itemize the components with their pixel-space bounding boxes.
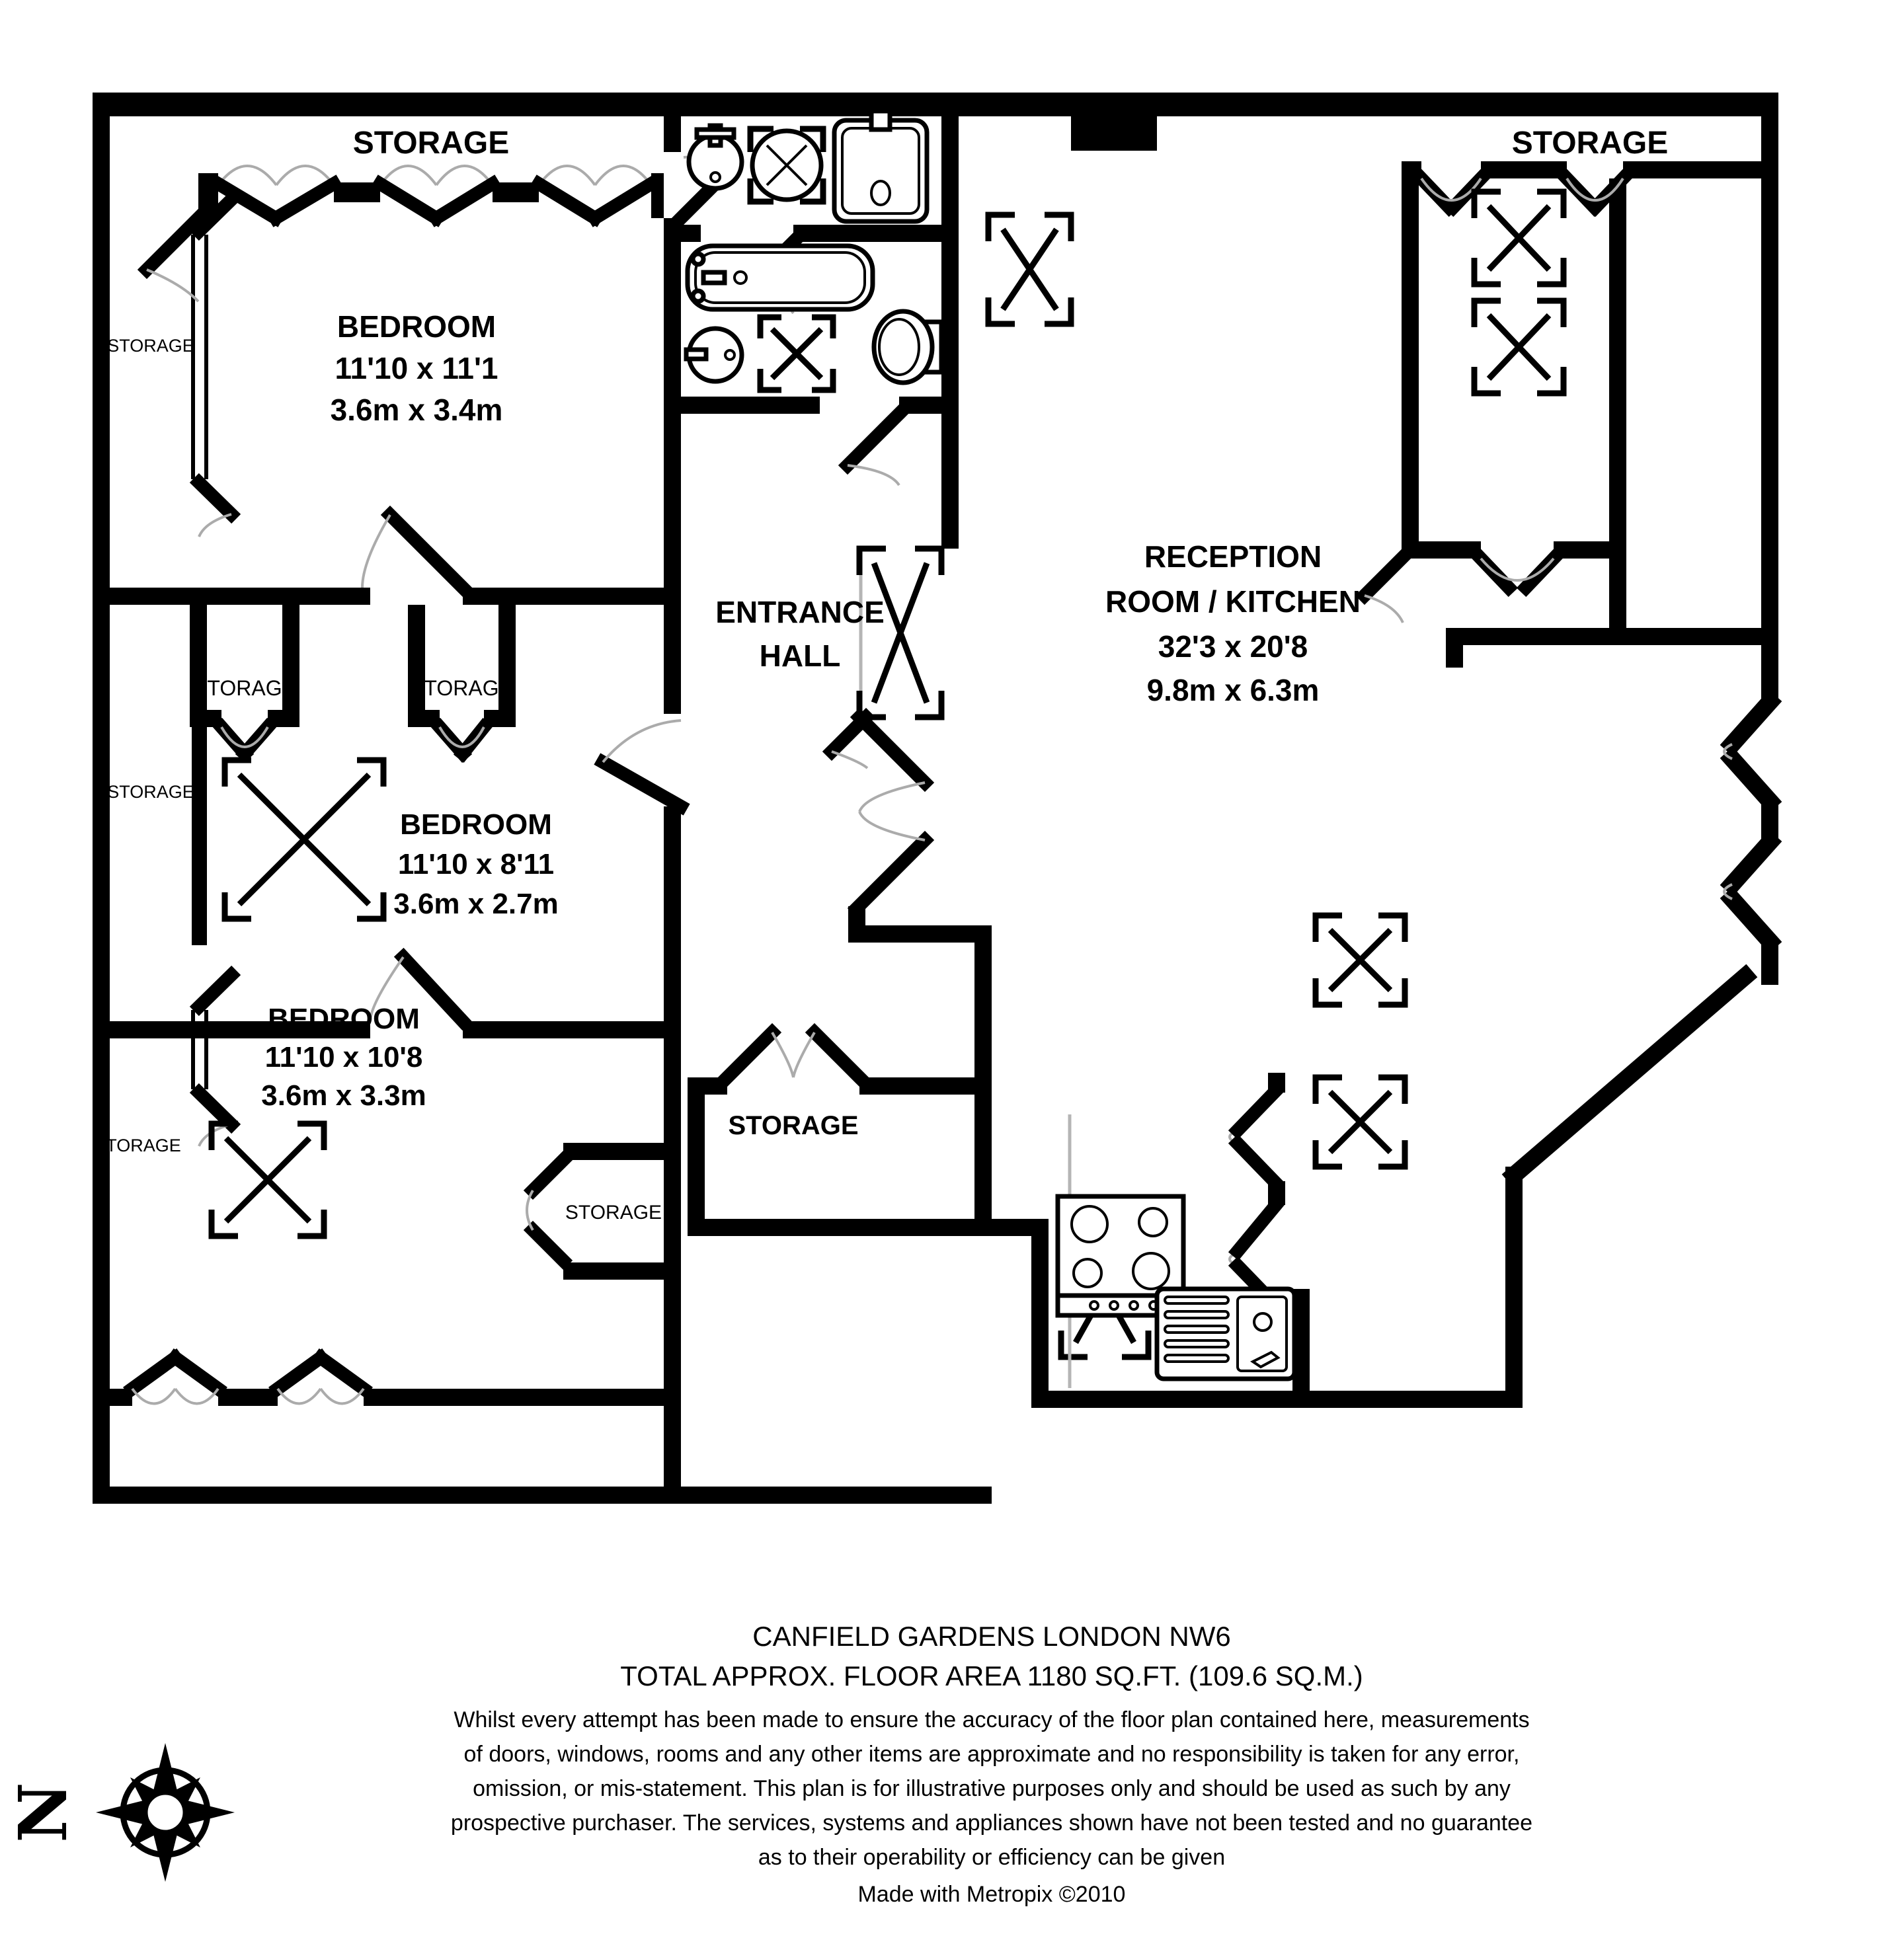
footer-disclaimer-line: of doors, windows, rooms and any other items are approximate and no responsibility is taken for any error, [463,1742,1520,1767]
toilet-icon [874,311,941,383]
footer-disclaimer-line: as to their operability or efficiency can be given [758,1845,1226,1870]
storage-label-bed2-side: STORAGE [107,782,194,802]
storage-label-top-left: STORAGE [352,126,510,161]
reception-dim-m: 9.8m x 6.3m [1146,673,1320,707]
reception-name-1: RECEPTION [1144,539,1322,574]
storage-label-bed3-side: STORAGE [94,1136,181,1155]
bathroom-fixtures [686,111,941,383]
footer-area: TOTAL APPROX. FLOOR AREA 1180 SQ.FT. (109.6 SQ.M.) [620,1660,1363,1691]
labels [94,126,1668,1223]
footer-credit: Made with Metropix ©2010 [857,1882,1126,1907]
footer-disclaimer-line: omission, or mis-statement. This plan is for illustrative purposes only and should be used as such by any [473,1776,1511,1801]
hall-name-1: ENTRANCE [715,595,885,629]
sink-icon [689,126,742,188]
footer [451,1621,1532,1907]
bedroom3-dim-ft: 11'10 x 10'8 [264,1041,423,1073]
shower-icon [750,129,823,202]
reception-dim-ft: 32'3 x 20'8 [1158,629,1308,664]
compass-rose-icon [4,1743,235,1882]
bedroom1-dim-ft: 11'10 x 11'1 [335,351,498,385]
bathtub-icon [688,246,873,309]
bay-windows [1724,702,1778,941]
bath-small-icon [834,111,927,221]
footer-disclaimer-line: Whilst every attempt has been made to ensure the accuracy of the floor plan contained here, measurements [454,1707,1530,1732]
kitchen-sink-icon [1157,1289,1294,1379]
bedroom1-dim-m: 3.6m x 3.4m [330,393,503,427]
footer-address: CANFIELD GARDENS LONDON NW6 [752,1621,1231,1652]
sink-icon [686,329,742,381]
storage-label-bed2-closet-right: STORAGE [410,676,513,700]
bedroom1-name: BEDROOM [337,309,496,344]
storage-label-hall-closet: STORAGE [728,1111,859,1140]
bedroom2-dim-m: 3.6m x 2.7m [393,888,559,920]
storage-label-bed1-side: STORAGE [107,336,194,356]
bedroom2-name: BEDROOM [400,808,552,841]
bedroom3-name: BEDROOM [268,1003,420,1035]
compass-north-label: N [4,1782,82,1843]
footer-disclaimer-line: prospective purchaser. The services, systems and appliances shown have not been tested and no guarantee [450,1810,1533,1836]
storage-label-bed2-closet-left: STORAGE [193,676,296,700]
storage-label-bed3-closet: STORAGE [565,1202,662,1223]
storage-label-top-right: STORAGE [1511,126,1669,161]
bedroom3-dim-m: 3.6m x 3.3m [261,1079,426,1112]
kitchen-fixtures [1058,1114,1294,1388]
bedroom2-dim-ft: 11'10 x 8'11 [397,848,555,880]
hall-name-2: HALL [759,639,841,673]
reception-name-2: ROOM / KITCHEN [1105,584,1361,619]
